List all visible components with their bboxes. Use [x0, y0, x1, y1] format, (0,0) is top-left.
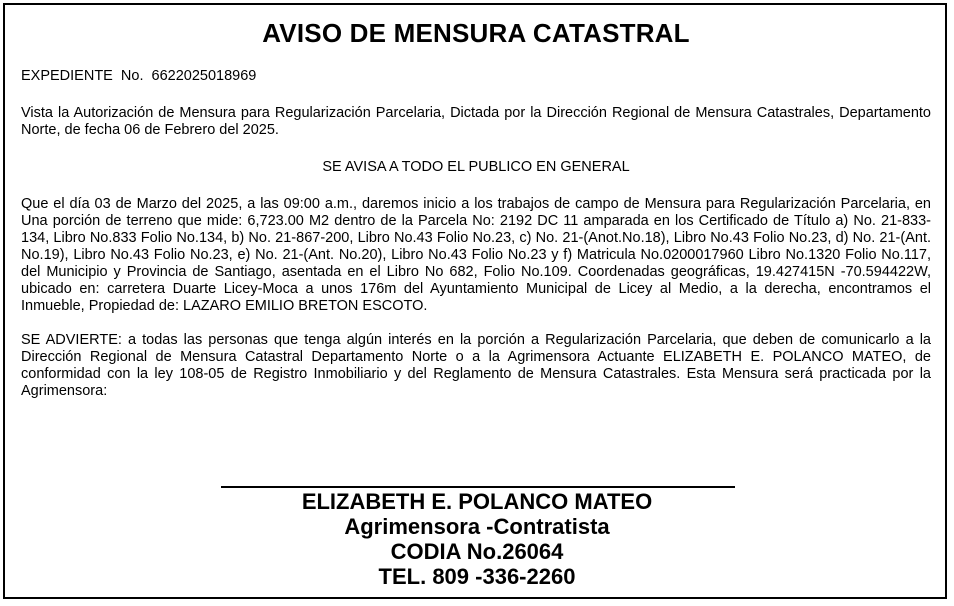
surveyor-name: ELIZABETH E. POLANCO MATEO [301, 489, 653, 514]
phone-number: TEL. 809 -336-2260 [378, 564, 576, 589]
expediente-number: EXPEDIENTE No. 6622025018969 [21, 68, 257, 84]
public-notice-heading: SE AVISA A TODO EL PUBLICO EN GENERAL [322, 159, 630, 175]
survey-details-paragraph: Que el día 03 de Marzo del 2025, a las 09:00 a.m., daremos inicio a los trabajos de campo de Mensura para Regularización Parcelaria, en Una porción de terreno que mide: 6,723.00 M2 dentro de la Parcela No: 2192 DC 11 amparada en los Certificado de Título a) No. 21-833-134, Libro No.833 Folio No.134, b) No. 21-867-200, Libro No.43 Folio No.23, c) No. 21-(Anot.No.18), Libro No.43 Folio No.23, d) No. 21-(Ant. No.19), Libro No.43 Folio No.23, e) No. 21-(Ant. No.20), Libro No.43 Folio No.23 y f) Matricula No.0200017960 Libro No.1320 Folio No.117, del Municipio y Provincia de Santiago, asentada en el Libro No 682, Folio No.109. Coordenadas geográficas, 19.427415N -70.594422W, ubicado en: carretera Duarte Licey-Moca a unos 176m del Ayuntamiento Municipal de Licey al Medio, a la derecha, encontramos el Inmueble, Propiedad de: LAZARO EMILIO BRETON ESCOTO. [21, 196, 931, 314]
notice-frame [3, 3, 947, 599]
notice-title: AVISO DE MENSURA CATASTRAL [262, 18, 690, 48]
authorization-paragraph: Vista la Autorización de Mensura para Regularización Parcelaria, Dictada por la Dirección Regional de Mensura Catastrales, Departamento Norte, de fecha 06 de Febrero del 2025. [21, 105, 931, 138]
signature-block [5, 489, 949, 589]
notice-body [21, 5, 931, 400]
codia-number: CODIA No.26064 [390, 539, 564, 564]
surveyor-role: Agrimensora -Contratista [344, 514, 610, 539]
warning-paragraph: SE ADVIERTE: a todas las personas que tenga algún interés en la porción a Regularización Parcelaria, que deben de comunicarlo a la Dirección Regional de Mensura Catastral Departamento Norte o a la Agrimensora Actuante ELIZABETH E. POLANCO MATEO, de conformidad con la ley 108-05 de Registro Inmobiliario y del Reglamento de Mensura Catastrales. Esta Mensura será practicada por la Agrimensora: [21, 332, 931, 399]
signature-line [221, 486, 735, 488]
